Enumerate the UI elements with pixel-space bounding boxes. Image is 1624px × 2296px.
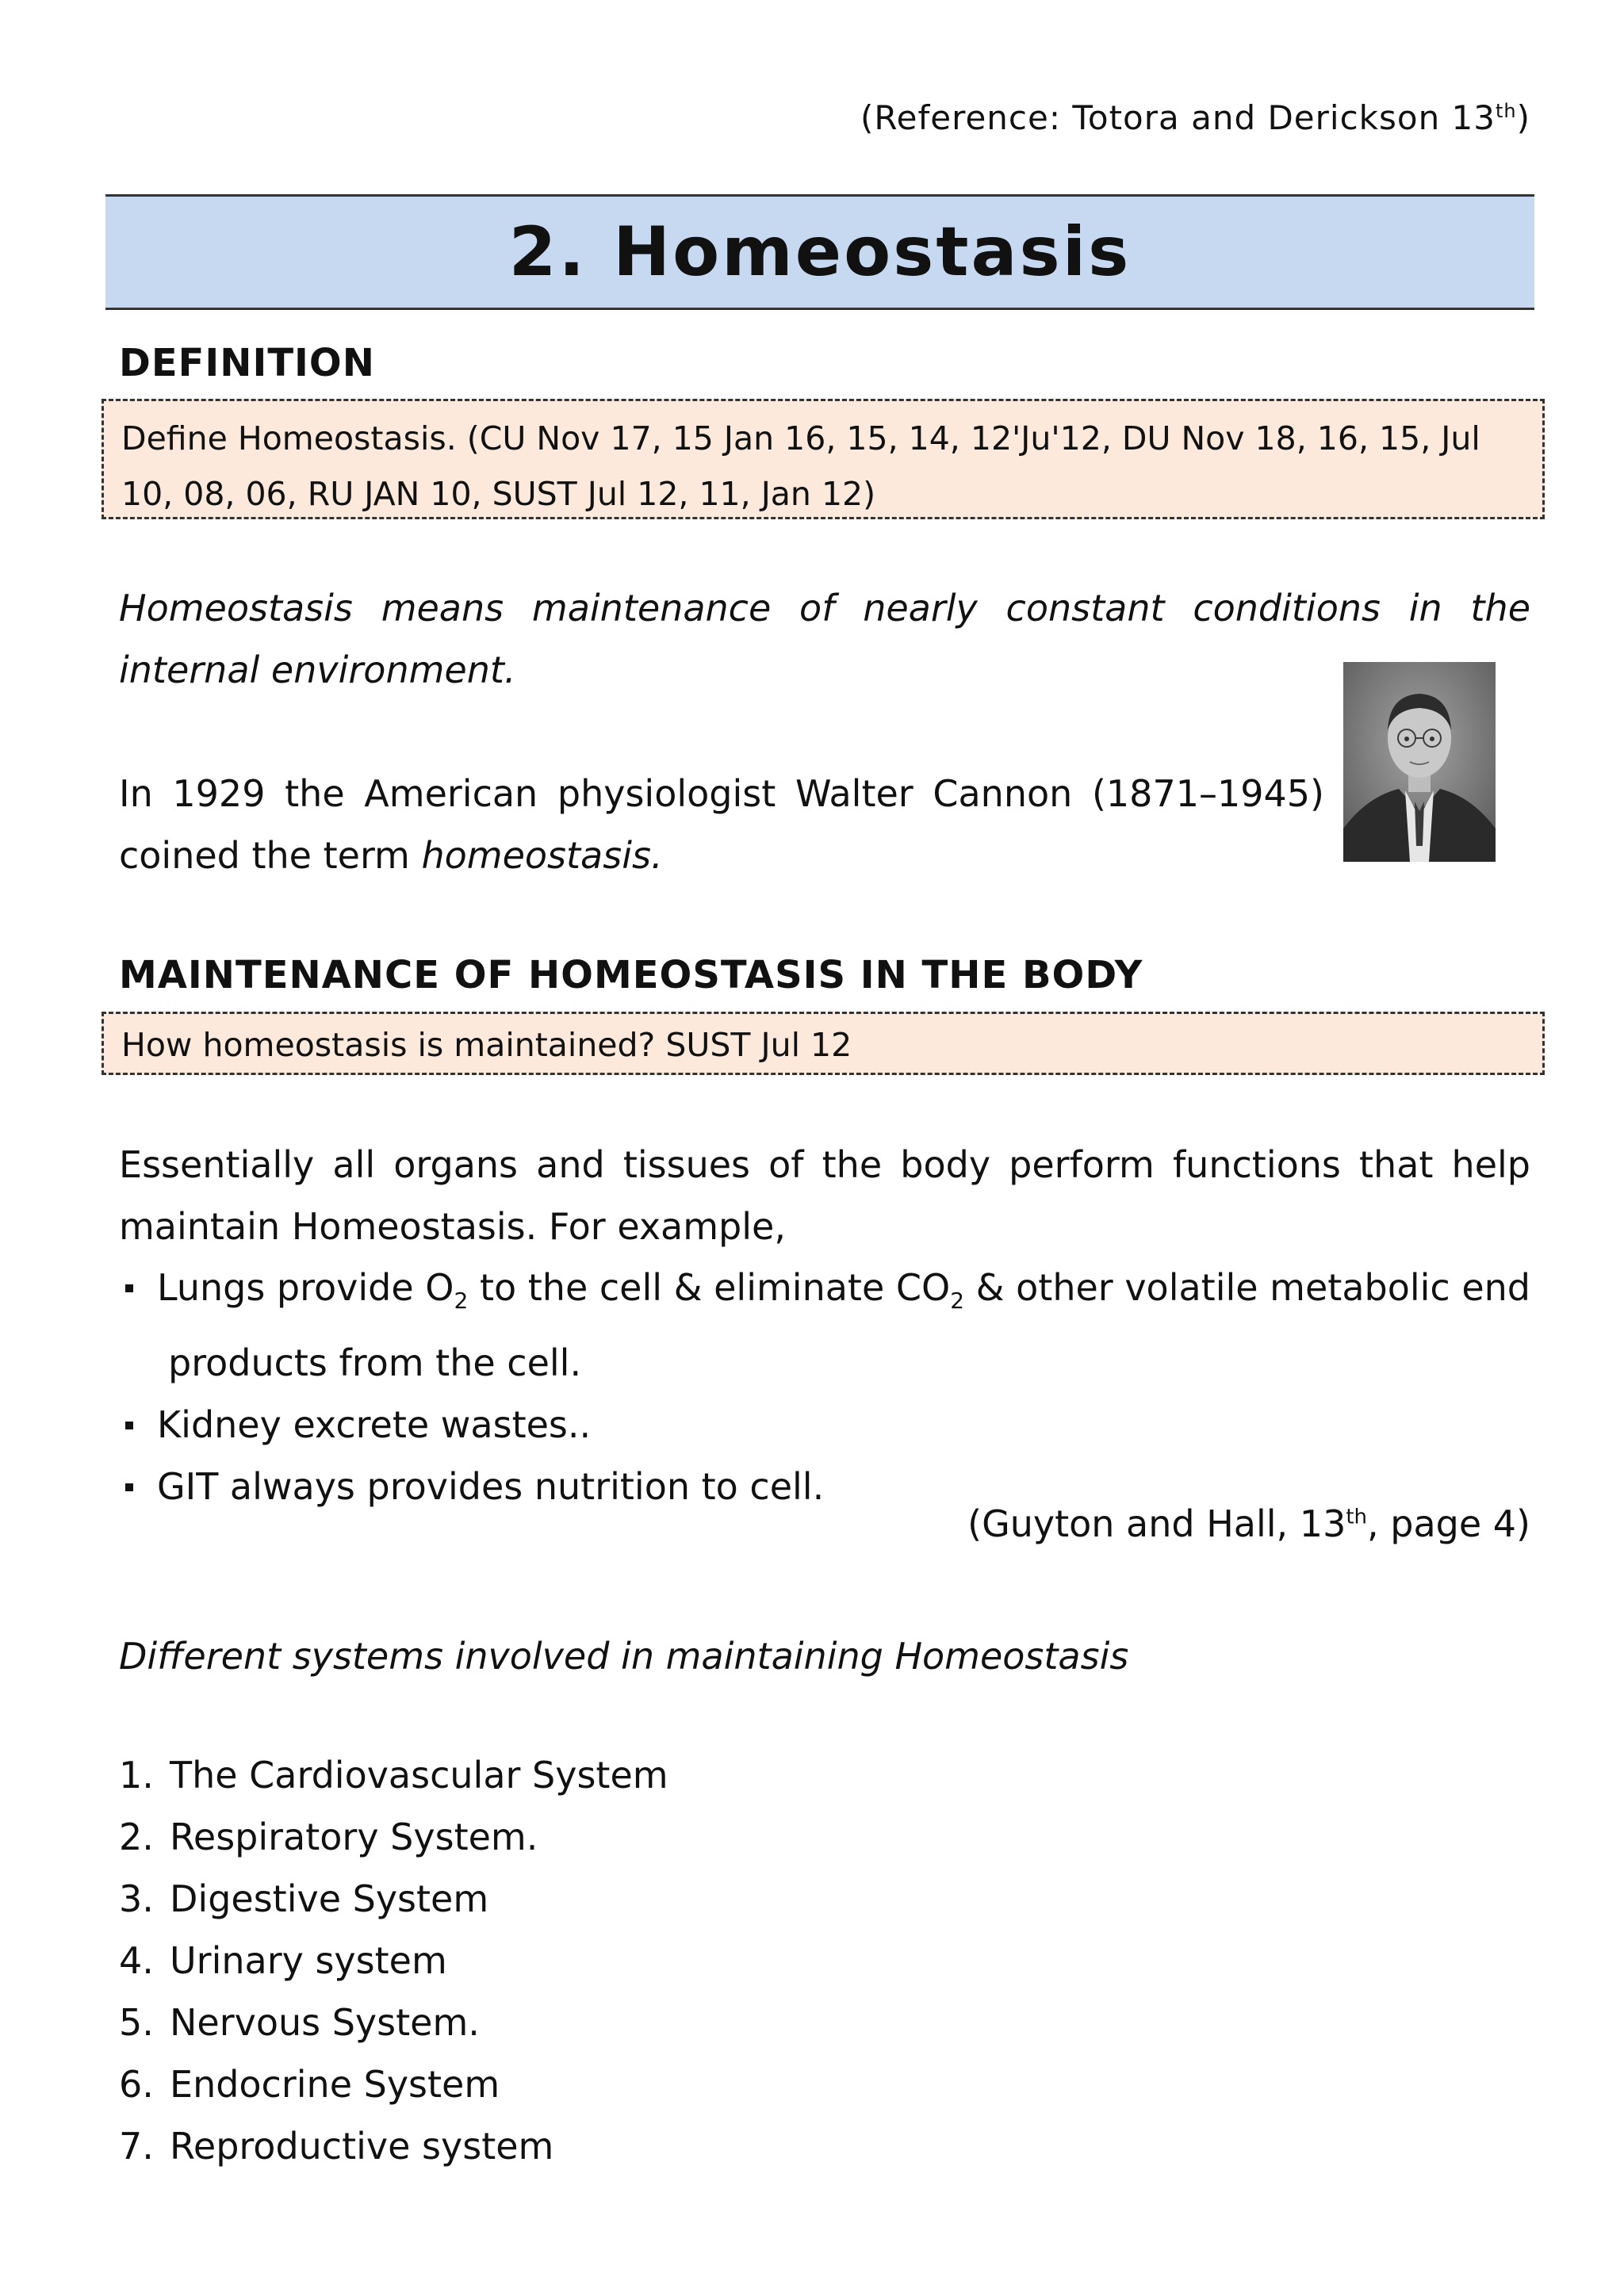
list-item [119, 1930, 668, 1992]
subscript: 2 [454, 1288, 469, 1314]
citation-text: (Guyton and Hall, 13 [967, 1502, 1346, 1545]
bullet-text: products from the cell. [168, 1341, 582, 1385]
list-item [119, 2053, 668, 2115]
list-item [119, 2115, 668, 2177]
list-label: Reproductive system [170, 2125, 554, 2168]
systems-list [119, 1744, 668, 2177]
list-label: Urinary system [170, 1939, 447, 1982]
bullet-text: GIT always provides nutrition to cell. [157, 1465, 825, 1509]
page-title: 2. Homeostasis [508, 212, 1132, 292]
cannon-paragraph [119, 763, 1324, 886]
bullet-text: Lungs provide O [157, 1266, 454, 1309]
citation-superscript: th [1346, 1505, 1368, 1529]
list-item [119, 1394, 1530, 1456]
bullet-text: Kidney excrete wastes.. [157, 1403, 592, 1447]
list-number: 4. [119, 1939, 154, 1982]
organ-function-list [119, 1257, 1530, 1517]
list-item [119, 1806, 668, 1868]
maintenance-question-box: How homeostasis is maintained? SUST Jul 12 [102, 1012, 1545, 1075]
definition-text: Homeostasis means maintenance of nearly constant conditions in the internal environment. [119, 587, 1530, 691]
list-label: Nervous System. [170, 2001, 480, 2044]
bullet-marker [125, 1422, 133, 1429]
list-label: The Cardiovascular System [170, 1754, 668, 1797]
list-item [119, 1744, 668, 1806]
reference-superscript: th [1495, 100, 1517, 122]
definition-question-box: Define Homeostasis. (CU Nov 17, 15 Jan 16, 15, 14, 12'Ju'12, DU Nov 18, 16, 15, Jul 10, 08, 06, RU JAN 10, SUST Jul 12, 11, Jan 12) [102, 399, 1545, 519]
list-item [119, 1868, 668, 1930]
bullet-marker [125, 1483, 133, 1491]
list-item [119, 1257, 1530, 1394]
reference-text: (Reference: Totora and Derickson 13 [860, 98, 1496, 137]
bullet-text: & other volatile metabolic end [964, 1266, 1530, 1309]
list-number: 5. [119, 2001, 154, 2044]
title-band [105, 194, 1534, 310]
subscript: 2 [950, 1288, 965, 1314]
list-number: 7. [119, 2125, 154, 2168]
cannon-term: homeostasis. [421, 834, 663, 877]
list-number: 6. [119, 2063, 154, 2106]
list-label: Endocrine System [170, 2063, 500, 2106]
list-item [119, 1992, 668, 2053]
citation-suffix: , page 4) [1367, 1502, 1530, 1545]
cannon-text: In 1929 the American physiologist Walter Cannon (1871–1945) coined the term [119, 772, 1324, 877]
list-number: 2. [119, 1816, 154, 1858]
maintenance-intro: Essentially all organs and tissues of the body perform functions that help maintain Homeostasis. For example, [119, 1143, 1530, 1248]
definition-heading: DEFINITION [119, 341, 375, 385]
reference-note [860, 98, 1530, 137]
list-number: 1. [119, 1754, 154, 1797]
reference-suffix: ) [1516, 98, 1530, 137]
bullet-marker [125, 1284, 133, 1292]
bullet-text: to the cell & eliminate CO [468, 1266, 951, 1309]
portrait-image [1343, 662, 1496, 862]
walter-cannon-portrait [1343, 662, 1496, 862]
list-number: 3. [119, 1877, 154, 1920]
list-label: Respiratory System. [170, 1816, 538, 1858]
guyton-citation [967, 1502, 1530, 1545]
list-label: Digestive System [170, 1877, 489, 1920]
systems-heading: Different systems involved in maintaining Homeostasis [119, 1635, 1129, 1678]
maintenance-heading: MAINTENANCE OF HOMEOSTASIS IN THE BODY [119, 953, 1143, 997]
